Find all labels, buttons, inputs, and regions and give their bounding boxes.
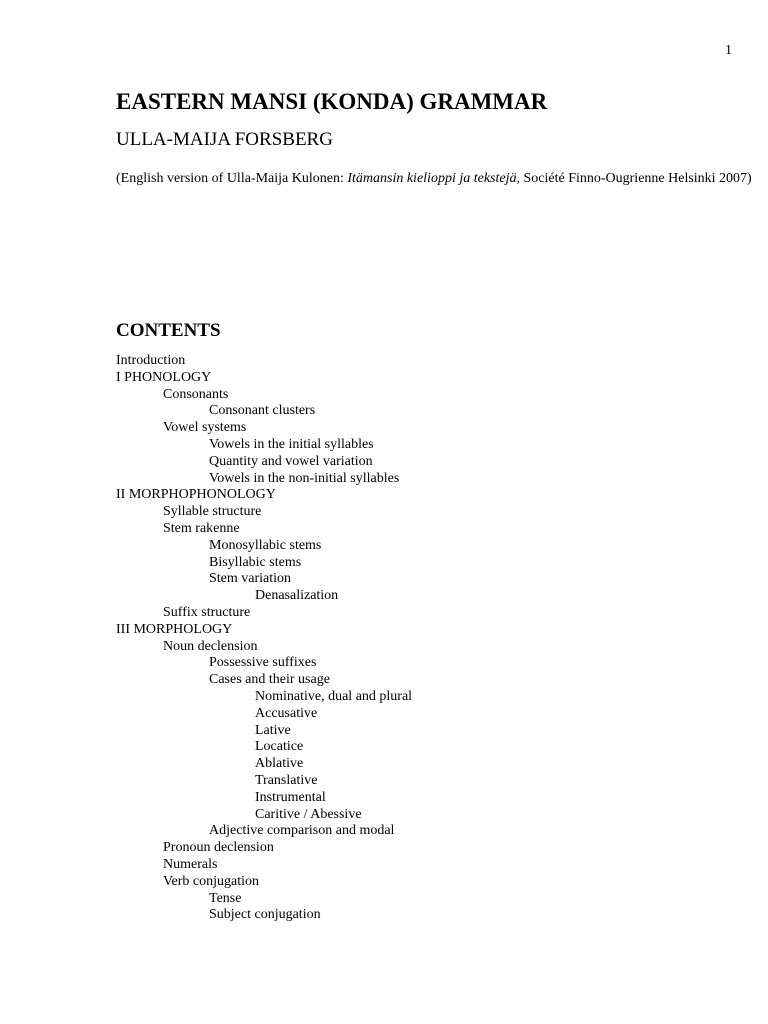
- author-name: ULLA-MAIJA FORSBERG: [116, 129, 333, 150]
- toc-entry: Vowel systems: [163, 420, 247, 436]
- toc-entry: Numerals: [163, 856, 218, 872]
- publication-note-prefix: (English version of Ulla-Maija Kulonen:: [116, 171, 348, 186]
- toc-entry: II MORPHOPHONOLOGY: [116, 487, 276, 503]
- toc-entry: Syllable structure: [163, 504, 262, 520]
- toc-entry: Stem rakenne: [163, 520, 240, 536]
- toc-entry: Vowels in the initial syllables: [209, 436, 374, 452]
- toc-entry: Possessive suffixes: [209, 655, 317, 671]
- publication-note-title: Itämansin kielioppi ja tekstejä: [347, 171, 517, 186]
- toc-entry: Caritive / Abessive: [255, 806, 362, 822]
- toc-entry: Verb conjugation: [163, 873, 260, 889]
- toc-entry: Adjective comparison and modal: [209, 823, 395, 839]
- toc-entry: Subject conjugation: [209, 907, 321, 923]
- toc-entry: Lative: [255, 722, 291, 738]
- publication-note-suffix: , Société Finno-Ougrienne Helsinki 2007): [516, 171, 752, 186]
- toc-entry: I PHONOLOGY: [116, 369, 212, 385]
- toc-entry: Tense: [209, 890, 242, 906]
- toc-entry: Locatice: [255, 739, 304, 755]
- document-title: EASTERN MANSI (KONDA) GRAMMAR: [116, 89, 548, 114]
- toc-entry: Quantity and vowel variation: [209, 453, 373, 469]
- toc-entry: III MORPHOLOGY: [116, 621, 233, 637]
- page-number: 1: [725, 43, 732, 58]
- toc-entry: Nominative, dual and plural: [255, 688, 413, 704]
- toc-entry: Suffix structure: [163, 604, 251, 620]
- toc-entry: Ablative: [255, 756, 304, 772]
- toc-entry: Stem variation: [209, 571, 292, 587]
- toc-entry: Consonants: [163, 386, 229, 402]
- toc-entry: Noun declension: [163, 638, 258, 654]
- toc-entry: Vowels in the non-initial syllables: [209, 470, 400, 486]
- toc-entry: Pronoun declension: [163, 840, 274, 856]
- table-of-contents: [116, 353, 412, 924]
- toc-entry: Instrumental: [255, 789, 326, 805]
- toc-entry: Translative: [255, 772, 318, 788]
- toc-entry: Denasalization: [255, 588, 339, 604]
- publication-note: [116, 166, 756, 191]
- toc-entry: Monosyllabic stems: [209, 537, 322, 553]
- toc-entry: Accusative: [255, 705, 318, 721]
- toc-entry: Consonant clusters: [209, 403, 316, 419]
- toc-entry: Bisyllabic stems: [209, 554, 302, 570]
- toc-entry: Introduction: [116, 353, 186, 368]
- toc-entry: Cases and their usage: [209, 672, 330, 688]
- contents-heading: CONTENTS: [116, 320, 221, 341]
